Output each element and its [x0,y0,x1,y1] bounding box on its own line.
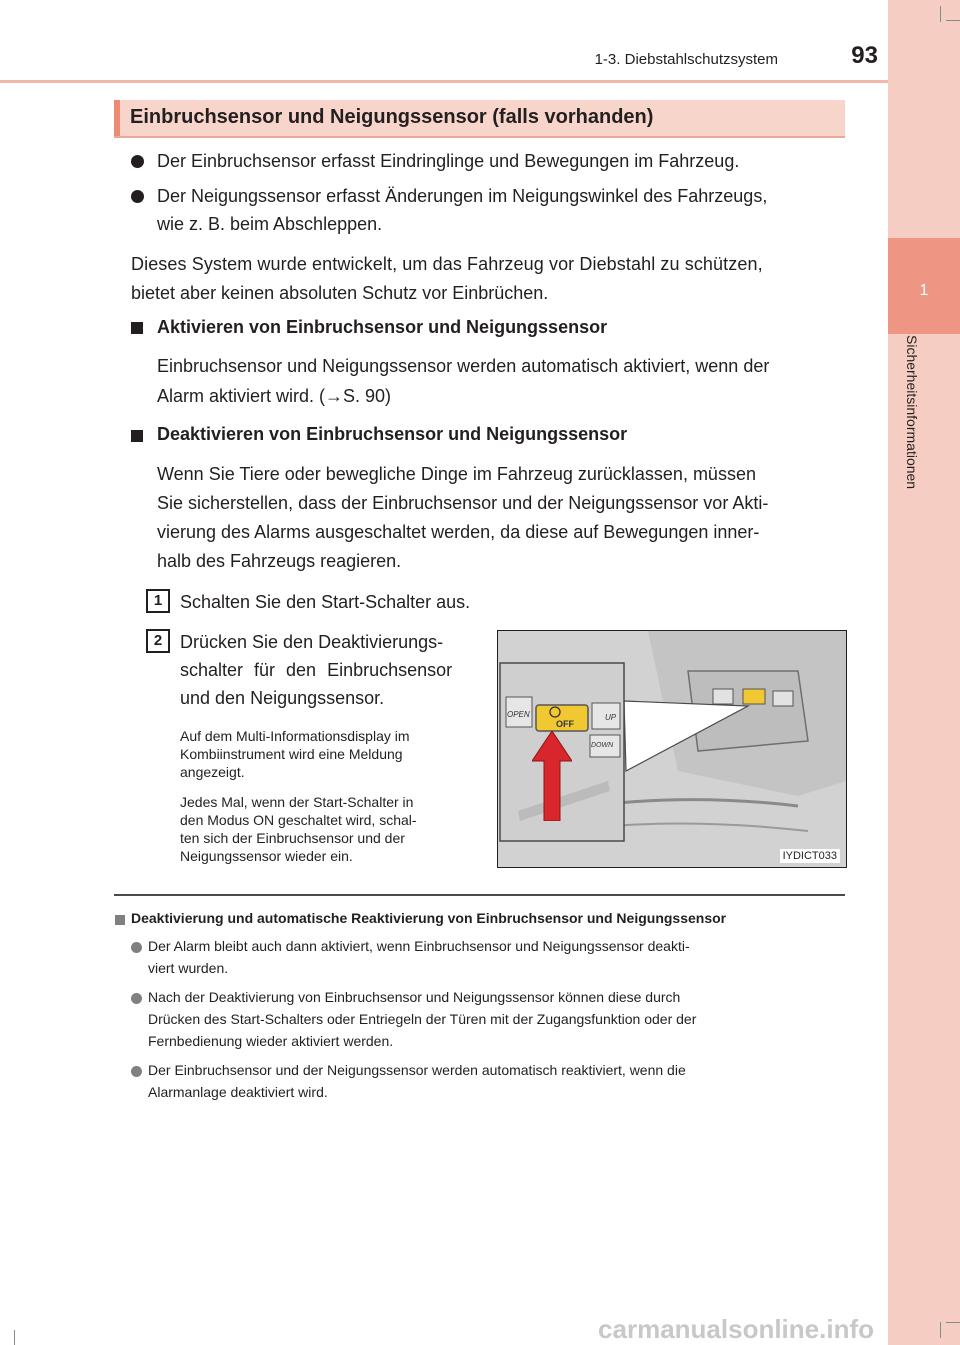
bullet-icon [131,190,144,203]
crop-mark [946,20,960,21]
note-text: Fernbedienung wieder aktiviert werden. [148,1033,394,1049]
paragraph: vierung des Alarms ausgeschaltet werden, da diese auf Bewegungen inner- [157,522,760,542]
bullet-text: Der Einbruchsensor erfasst Eindringlinge und Bewegungen im Fahrzeug. [157,151,740,171]
running-header: 1-3. Diebstahlschutzsystem [594,51,778,68]
chapter-tab-strip [888,0,960,1345]
header-rule [0,80,888,83]
callout-label: UP [605,713,617,722]
note-bullet-icon [131,993,142,1004]
crop-mark [940,6,941,22]
paragraph: Alarm aktiviert wird. (→S. 90) [157,386,392,406]
section-title: Einbruchsensor und Neigungssensor (falls vorhanden) [130,106,654,128]
step-note: Neigungssensor wieder ein. [180,848,353,864]
step-note: Kombiinstrument wird eine Meldung [180,746,403,762]
note-text: Drücken des Start-Schalters oder Entriegeln der Türen mit der Zugangsfunktion oder der [148,1011,697,1027]
section-title-accent [114,100,120,136]
note-bullet-icon [131,942,142,953]
intro-text: bietet aber keinen absoluten Schutz vor Einbrüchen. [131,283,549,303]
step-note: den Modus ON geschaltet wird, schal- [180,812,417,828]
subheading: Deaktivieren von Einbruchsensor und Neigungssensor [157,424,628,444]
step-note: ten sich der Einbruchsensor und der [180,830,405,846]
bullet-text: wie z. B. beim Abschleppen. [157,214,383,234]
paragraph: Wenn Sie Tiere oder bewegliche Dinge im Fahrzeug zurücklassen, müssen [157,464,756,484]
watermark: carmanualsonline.info [598,1314,874,1344]
step-text: Drücken Sie den Deaktivierungs- [180,632,444,652]
crop-mark [946,1322,960,1323]
step-number: 1 [146,589,170,613]
step-note: Auf dem Multi-Informationsdisplay im [180,728,410,744]
callout-label: OPEN [507,710,530,719]
step-text: schalter für den Einbruchsensor [180,660,453,680]
note-text: Alarmanlage deaktiviert wird. [148,1084,328,1100]
subheading: Aktivieren von Einbruchsensor und Neigungssensor [157,317,608,337]
chapter-label: Sicherheitsinformationen [904,335,920,490]
step-number: 2 [146,629,170,653]
step-text: und den Neigungssensor. [180,688,385,708]
arrow-up-icon [532,731,572,821]
paragraph: Einbruchsensor und Neigungssensor werden automatisch aktiviert, wenn der [157,356,770,376]
note-text: viert wurden. [148,960,229,976]
subheading-square-icon [131,322,143,334]
chapter-number: 1 [919,282,929,299]
step-note: angezeigt. [180,764,245,780]
paragraph: Sie sicherstellen, dass der Einbruchsensor und der Neigungssensor vor Akti- [157,493,769,513]
page-number: 93 [851,42,878,69]
intro-text: Dieses System wurde entwickelt, um das Fahrzeug vor Diebstahl zu schützen, [131,254,763,274]
overhead-console-figure [497,630,847,868]
subheading-square-icon [131,430,143,442]
note-square-icon [115,915,125,925]
bullet-text: Der Neigungssensor erfasst Änderungen im Neigungswinkel des Fahrzeugs, [157,186,768,206]
notes-divider [114,894,845,896]
bullet-icon [131,155,144,168]
note-text: Der Einbruchsensor und der Neigungssensor werden automatisch reaktiviert, wenn die [148,1062,686,1078]
step-note: Jedes Mal, wenn der Start-Schalter in [180,794,414,810]
note-text: Nach der Deaktivierung von Einbruchsensor und Neigungssensor können diese durch [148,989,681,1005]
deactivation-switch[interactable]: OFF [556,719,574,729]
note-text: Der Alarm bleibt auch dann aktiviert, wenn Einbruchsensor und Neigungssensor deakti- [148,938,690,954]
paragraph: halb des Fahrzeugs reagieren. [157,551,402,571]
callout-label: DOWN [591,742,614,749]
notes-heading: Deaktivierung und automatische Reaktivierung von Einbruchsensor und Neigungssensor [131,910,727,926]
crop-mark [940,1322,941,1338]
figure-id: IYDICT033 [780,849,840,863]
step-text: Schalten Sie den Start-Schalter aus. [180,592,471,612]
note-bullet-icon [131,1066,142,1077]
